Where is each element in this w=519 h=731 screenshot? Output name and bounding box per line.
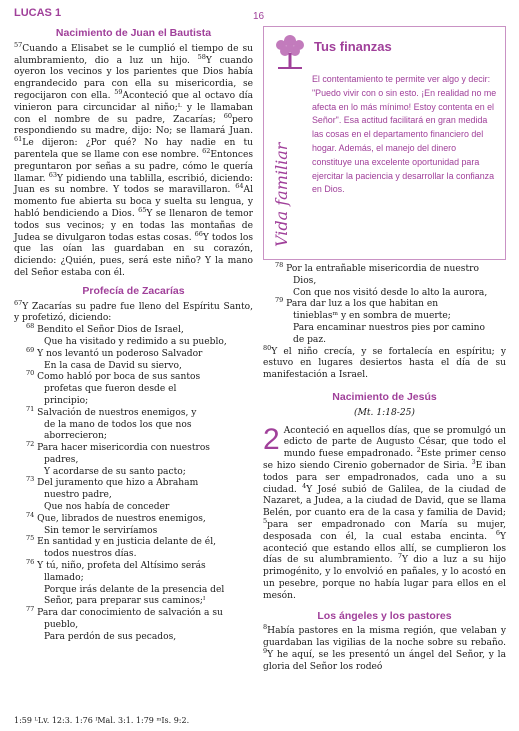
verse-text: Le dijeron: ¿Por qué? No hay nadie en tu parentela que se llame con ese nombre. <box>14 138 253 160</box>
poem-line <box>263 260 506 276</box>
verse-text: Y pidiendo una tablilla, escribió, diciendo: Juan es su nombre. Y todos se maravillaron. <box>14 173 253 196</box>
poem-line: Que ha visitado y redimido a su pueblo, <box>44 336 227 347</box>
verse-number: 75 <box>26 534 35 543</box>
verse-text: pero respondiendo su madre, dijo: No; se llamará Juan. <box>14 114 253 137</box>
verse-text: para ser empadronado con María su mujer, desposada con él, la cual estaba encinta. <box>263 519 506 542</box>
verse-number: 78 <box>275 260 284 269</box>
verse-text: Y José subió de Galilea, de la ciudad de Nazaret, a Judea, a la ciudad de David, que se llama Belén, por cuanto era de la casa y familia de David; <box>263 484 506 519</box>
poem-line <box>14 558 253 573</box>
poem-line <box>14 322 253 337</box>
verse-number: 8 <box>263 623 268 632</box>
verse-text: Había pastores en la misma región, que velaban y guardaban las vigilias de la noche sobre su rebaño. <box>263 626 506 649</box>
verse-text: En santidad y en justicia delante de él, <box>34 537 216 548</box>
verse-text: Y se llenaron de temor todos sus vecinos; y en todas las montañas de Judea se divulgaron todas estas cosas. <box>14 208 253 243</box>
devotional-side-label: Vida familiar <box>272 142 291 247</box>
poem-line <box>14 475 253 490</box>
poem-line: de la mano de todos los que nos <box>44 419 192 430</box>
poem-line <box>14 440 253 455</box>
verse-text: Salvación de nuestros enemigos, y <box>34 407 197 418</box>
verse-text: Para dar conocimiento de salvación a su <box>34 608 223 619</box>
verse-text: E iban todos para ser empadronados, cada uno a su ciudad. <box>263 460 506 495</box>
footnotes: 1:59 ᴸLv. 12:3. 1:76 ᴵMal. 3:1. 1:79 ᵐIs. 9:2. <box>14 716 190 725</box>
verse-text: Y tú, niño, profeta del Altísimo serás <box>34 561 206 572</box>
verse-number: 59 <box>114 87 123 96</box>
verse-number: 61 <box>14 135 23 144</box>
poem-line: aborrecieron; <box>44 431 107 442</box>
verse-number: 4 <box>302 481 307 490</box>
section-heading-angels: Los ángeles y los pastores <box>317 609 452 622</box>
poem-line <box>14 345 253 361</box>
poem-line: todos nuestros días. <box>44 549 137 560</box>
paragraph-verse-80 <box>263 343 506 382</box>
poem-benedictus <box>14 322 253 644</box>
verse-number: 80 <box>263 343 272 352</box>
poem-line: Con que nos visitó desde lo alto la aurora, <box>293 287 488 298</box>
verse-text: Para dar luz a los que habitan en <box>283 299 439 310</box>
verse-text: Y el niño crecía, y se fortalecía en espíritu; y estuvo en lugares desiertos hasta el día de su manifestación a Israel. <box>263 346 506 381</box>
verse-number: 70 <box>26 369 35 378</box>
devotional-title: Tus finanzas <box>314 39 392 54</box>
poem-line: Para encaminar nuestros pies por camino <box>293 322 485 333</box>
paragraph-birth-of-john <box>14 40 253 280</box>
poem-line: nuestro padre, <box>44 490 112 501</box>
verse-text: Y dio a luz a su hijo primogénito, y lo envolvió en pañales, y lo acostó en un pesebre, porque no había lugar para ellos en el mesón. <box>263 555 506 601</box>
devotional-box <box>263 26 506 260</box>
poem-line: Señor, para preparar sus caminos;ᴵ <box>44 596 206 607</box>
verse-text: Y cuando oyeron los vecinos y los parientes que Dios había engrandecido para con ella su misericordia, se regocijaron con ella. <box>14 55 253 101</box>
chapter-drop-cap: 2 <box>263 422 280 456</box>
poem-line <box>14 534 253 549</box>
verse-text: Entonces preguntaron por señas a su padre, cómo le quería llamar. <box>14 149 253 184</box>
verse-number: 5 <box>263 516 268 525</box>
paragraph-zacarias <box>14 298 253 326</box>
paragraph-birth-of-jesus <box>263 422 506 603</box>
poem-line: Dios, <box>293 275 317 286</box>
page-number: 16 <box>253 11 265 22</box>
verse-number: 57 <box>14 40 23 49</box>
poem-line: Que nos había de conceder <box>44 502 170 513</box>
verse-number: 68 <box>26 322 35 331</box>
left-column <box>14 24 253 644</box>
poem-line: llamado; <box>44 572 84 583</box>
verse-text: Del juramento que hizo a Abraham <box>34 478 199 489</box>
verse-number: 69 <box>26 345 35 354</box>
verse-text: Bendito el Señor Dios de Israel, <box>34 325 184 336</box>
verse-number: 67 <box>14 298 23 307</box>
verse-text: Para hacer misericordia con nuestros <box>34 443 210 454</box>
poem-line: profetas que fueron desde el <box>44 384 177 395</box>
verse-text: Y aconteció que estando ellos allí, se cumplieron los días de su alumbramiento. <box>263 531 506 566</box>
poem-line: de paz. <box>293 334 327 345</box>
verse-text: Y Zacarías su padre fue lleno del Espíritu Santo, y profetizó, diciendo: <box>14 301 253 324</box>
right-column <box>263 260 506 674</box>
section-heading-juan: Nacimiento de Juan el Bautista <box>55 27 212 39</box>
verse-text: Al momento fue abierta su boca y suelta su lengua, y habló bendiciendo a Dios. <box>14 185 253 219</box>
verse-number: 7 <box>397 552 402 561</box>
verse-number: 77 <box>26 605 35 614</box>
verse-number: 62 <box>202 146 211 155</box>
poem-line: Sin temor le serviríamos <box>44 525 158 536</box>
poem-benedictus-continued <box>263 260 506 347</box>
poem-line: pueblo, <box>44 620 79 631</box>
verse-number: 73 <box>26 475 35 484</box>
poem-line: Para perdón de sus pecados, <box>44 631 177 642</box>
verse-text: Aconteció que al octavo día vinieron para circuncidar al niño;ᴸ y le llamaban con el nombre de su padre, Zacarías; <box>14 90 253 125</box>
verse-number: 64 <box>235 182 244 191</box>
section-heading-jesus: Nacimiento de Jesús <box>332 390 437 403</box>
verse-number: 9 <box>263 646 268 655</box>
verse-number: 66 <box>194 229 203 238</box>
verse-text: Este primer censo se hizo siendo Cirenio gobernador de Siria. <box>263 449 506 471</box>
verse-text: Y nos levantó un poderoso Salvador <box>34 348 203 359</box>
verse-number: 76 <box>26 558 35 567</box>
devotional-text: El contentamiento te permite ver algo y decir: "Puedo vivir con o sin esto. ¡En realidad no me afecta en lo más mínimo! Estoy contenta en el Señor". Esa actitud facilitará en gran medida las cosas en el departamento financiero del hogar. Además, el manejo del dinero constituye una excelente oportunidad para ejercitar la paciencia y desarrollar la confianza en Dios. <box>312 74 497 195</box>
verse-number: 3 <box>471 457 476 466</box>
verse-number: 79 <box>275 296 284 305</box>
poem-line: Porque irás delante de la presencia del <box>44 584 225 595</box>
poem-line <box>263 296 506 311</box>
paragraph-shepherds <box>263 623 506 673</box>
poem-line: En la casa de David su siervo, <box>44 360 182 371</box>
cross-reference: (Mt. 1:18-25) <box>354 407 415 418</box>
poem-line: padres, <box>44 454 79 465</box>
poem-line <box>14 404 253 420</box>
verse-text: Y he aquí, se les presentó un ángel del Señor, y la gloria del Señor los rodeó <box>263 649 506 672</box>
tree-icon <box>270 31 310 73</box>
verse-number: 74 <box>26 510 35 519</box>
verse-number: 65 <box>138 205 147 214</box>
verse-number: 72 <box>26 440 35 449</box>
verse-text: Como habló por boca de sus santos <box>34 372 201 383</box>
verse-text: Cuando a Elisabet se le cumplió el tiempo de su alumbramiento, dio a luz un hijo. <box>14 43 253 66</box>
poem-line <box>14 510 253 526</box>
verse-number: 60 <box>223 111 232 120</box>
verse-text: Y todos los que las oían las guardaban en su corazón, diciendo: ¿Quién, pues, será este niño? Y la mano del Señor estaba con él. <box>14 232 253 278</box>
verse-text: Por la entrañable misericordia de nuestro <box>283 264 479 274</box>
book-chapter-header: LUCAS 1 <box>14 7 62 19</box>
poem-line: principio; <box>44 395 89 406</box>
verse-number: 71 <box>26 404 35 413</box>
poem-line: Y acordarse de su santo pacto; <box>44 466 186 477</box>
verse-text: Que, librados de nuestros enemigos, <box>34 513 206 524</box>
verse-number: 2 <box>416 446 421 455</box>
verse-number: 63 <box>48 170 58 179</box>
poem-line: tinieblasᵐ y en sombra de muerte; <box>293 311 451 322</box>
poem-line <box>14 369 253 384</box>
verse-text: Aconteció en aquellos días, que se promulgó un edicto de parte de Augusto César, que todo el mundo fuese empadronado. <box>283 425 506 460</box>
section-heading-zacarias: Profecía de Zacarías <box>82 284 185 297</box>
verse-number: 6 <box>495 528 500 537</box>
poem-line <box>14 605 253 620</box>
verse-number: 58 <box>197 52 206 61</box>
